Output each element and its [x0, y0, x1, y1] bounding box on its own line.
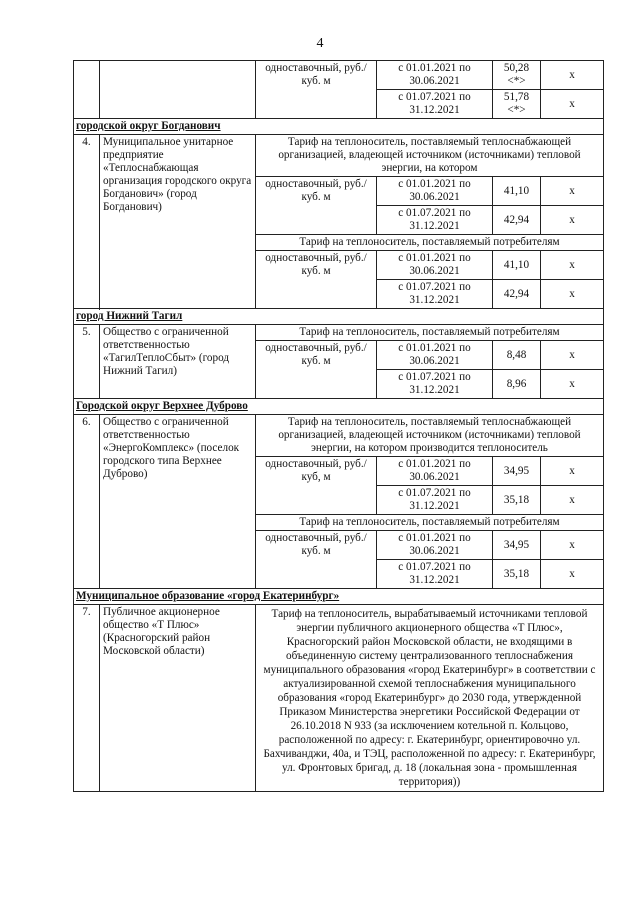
x-cell: х	[541, 370, 604, 399]
rate-type-cell: одноставочный, руб./куб. м	[256, 251, 377, 309]
value-cell: 51,78 <*>	[493, 90, 541, 119]
row-number: 4.	[74, 135, 100, 309]
row-number: 5.	[74, 325, 100, 399]
section-title: Муниципальное образование «город Екатеринбург»	[74, 589, 604, 605]
tariff-description: Тариф на теплоноситель, поставляемый потребителям	[256, 235, 604, 251]
page-number: 4	[316, 36, 324, 51]
table-row	[74, 135, 604, 177]
x-cell: х	[541, 457, 604, 486]
section-header	[74, 589, 604, 605]
section-title: город Нижний Тагил	[74, 309, 604, 325]
period-cell: с 01.01.2021 по 30.06.2021	[377, 341, 493, 370]
value-cell: 50,28 <*>	[493, 61, 541, 90]
period-cell: с 01.07.2021 по 31.12.2021	[377, 370, 493, 399]
value-cell: 42,94	[493, 280, 541, 309]
period-cell: с 01.01.2021 по 30.06.2021	[377, 457, 493, 486]
tariff-description: Тариф на теплоноситель, поставляемый потребителям	[256, 515, 604, 531]
x-cell: х	[541, 61, 604, 90]
period-cell: с 01.07.2021 по 31.12.2021	[377, 486, 493, 515]
period-cell: с 01.07.2021 по 31.12.2021	[377, 206, 493, 235]
x-cell: х	[541, 90, 604, 119]
period-cell: с 01.01.2021 по 30.06.2021	[377, 251, 493, 280]
table-row	[74, 605, 604, 792]
x-cell: х	[541, 531, 604, 560]
organization-cell: Публичное акционерное общество «Т Плюс» (Красногорский район Московской области)	[100, 605, 256, 792]
section-title: Городской округ Верхнее Дуброво	[74, 399, 604, 415]
x-cell: х	[541, 560, 604, 589]
x-cell: х	[541, 280, 604, 309]
table-row	[74, 325, 604, 341]
x-cell: х	[541, 206, 604, 235]
row-number: 7.	[74, 605, 100, 792]
value-cell: 41,10	[493, 177, 541, 206]
rate-type-cell: одноставочный, руб./куб. м	[256, 61, 377, 119]
rate-type-cell: одноставочный, руб./куб. м	[256, 177, 377, 235]
period-cell: с 01.07.2021 по 31.12.2021	[377, 560, 493, 589]
x-cell: х	[541, 177, 604, 206]
value-cell: 8,48	[493, 341, 541, 370]
value-cell: 34,95	[493, 531, 541, 560]
row-number: 6.	[74, 415, 100, 589]
org-cell	[100, 61, 256, 119]
table-row	[74, 61, 604, 90]
num-cell	[74, 61, 100, 119]
period-cell: с 01.01.2021 по 30.06.2021	[377, 531, 493, 560]
tariff-description: Тариф на теплоноситель, поставляемый теплоснабжающей организацией, владеющей источником (источниками) тепловой энергии, на котором производится теплоноситель	[256, 415, 604, 457]
organization-cell: Общество с ограниченной ответственностью «ТагилТеплоСбыт» (город Нижний Тагил)	[100, 325, 256, 399]
organization-cell: Муниципальное унитарное предприятие «Теплоснабжающая организация городского округа Богданович» (город Богданович)	[100, 135, 256, 309]
value-cell: 35,18	[493, 486, 541, 515]
table-row	[74, 415, 604, 457]
organization-cell: Общество с ограниченной ответственностью «ЭнергоКомплекс» (поселок городского типа Верхнее Дуброво)	[100, 415, 256, 589]
section-title: городской округ Богданович	[74, 119, 604, 135]
value-cell: 42,94	[493, 206, 541, 235]
section-header	[74, 399, 604, 415]
period-cell: с 01.01.2021 по 30.06.2021	[377, 177, 493, 206]
x-cell: х	[541, 251, 604, 280]
value-cell: 8,96	[493, 370, 541, 399]
period-cell: с 01.07.2021 по 31.12.2021	[377, 280, 493, 309]
rate-type-cell: одноставочный, руб./куб. м	[256, 341, 377, 399]
section-header	[74, 119, 604, 135]
value-cell: 34,95	[493, 457, 541, 486]
period-cell: с 01.07.2021 по 31.12.2021	[377, 90, 493, 119]
x-cell: х	[541, 341, 604, 370]
value-cell: 41,10	[493, 251, 541, 280]
period-cell: с 01.01.2021 по 30.06.2021	[377, 61, 493, 90]
section-header	[74, 309, 604, 325]
rate-type-cell: одноставочный, руб./куб, м	[256, 457, 377, 515]
tariff-description: Тариф на теплоноситель, поставляемый потребителям	[256, 325, 604, 341]
x-cell: х	[541, 486, 604, 515]
tariff-description: Тариф на теплоноситель, поставляемый теплоснабжающей организацией, владеющей источником (источниками) тепловой энергии, на котором	[256, 135, 604, 177]
value-cell: 35,18	[493, 560, 541, 589]
tariff-table	[73, 60, 604, 792]
tariff-description: Тариф на теплоноситель, вырабатываемый источниками тепловой энергии публичного акционерного общества «Т Плюс», Красногорский район Московской области, не входящими в объединенную систему централизованного теплоснабжения муниципального образования «город Екатеринбург» в соответствии с актуализированной схемой теплоснабжения муниципального образования «город Екатеринбург» до 2030 года, утвержденной Приказом Министерства энергетики Российской Федерации от 26.10.2018 N 933 (за исключением котельной п. Кольцово, расположенной по адресу: г. Екатеринбург, ориентировочно ул. Бахчиванджи, 40а, и ТЭЦ, расположенной по адресу: г. Екатеринбург, ул. Фронтовых бригад, д. 18 (локальная зона - промышленная территория))	[256, 605, 604, 792]
rate-type-cell: одноставочный, руб./куб. м	[256, 531, 377, 589]
